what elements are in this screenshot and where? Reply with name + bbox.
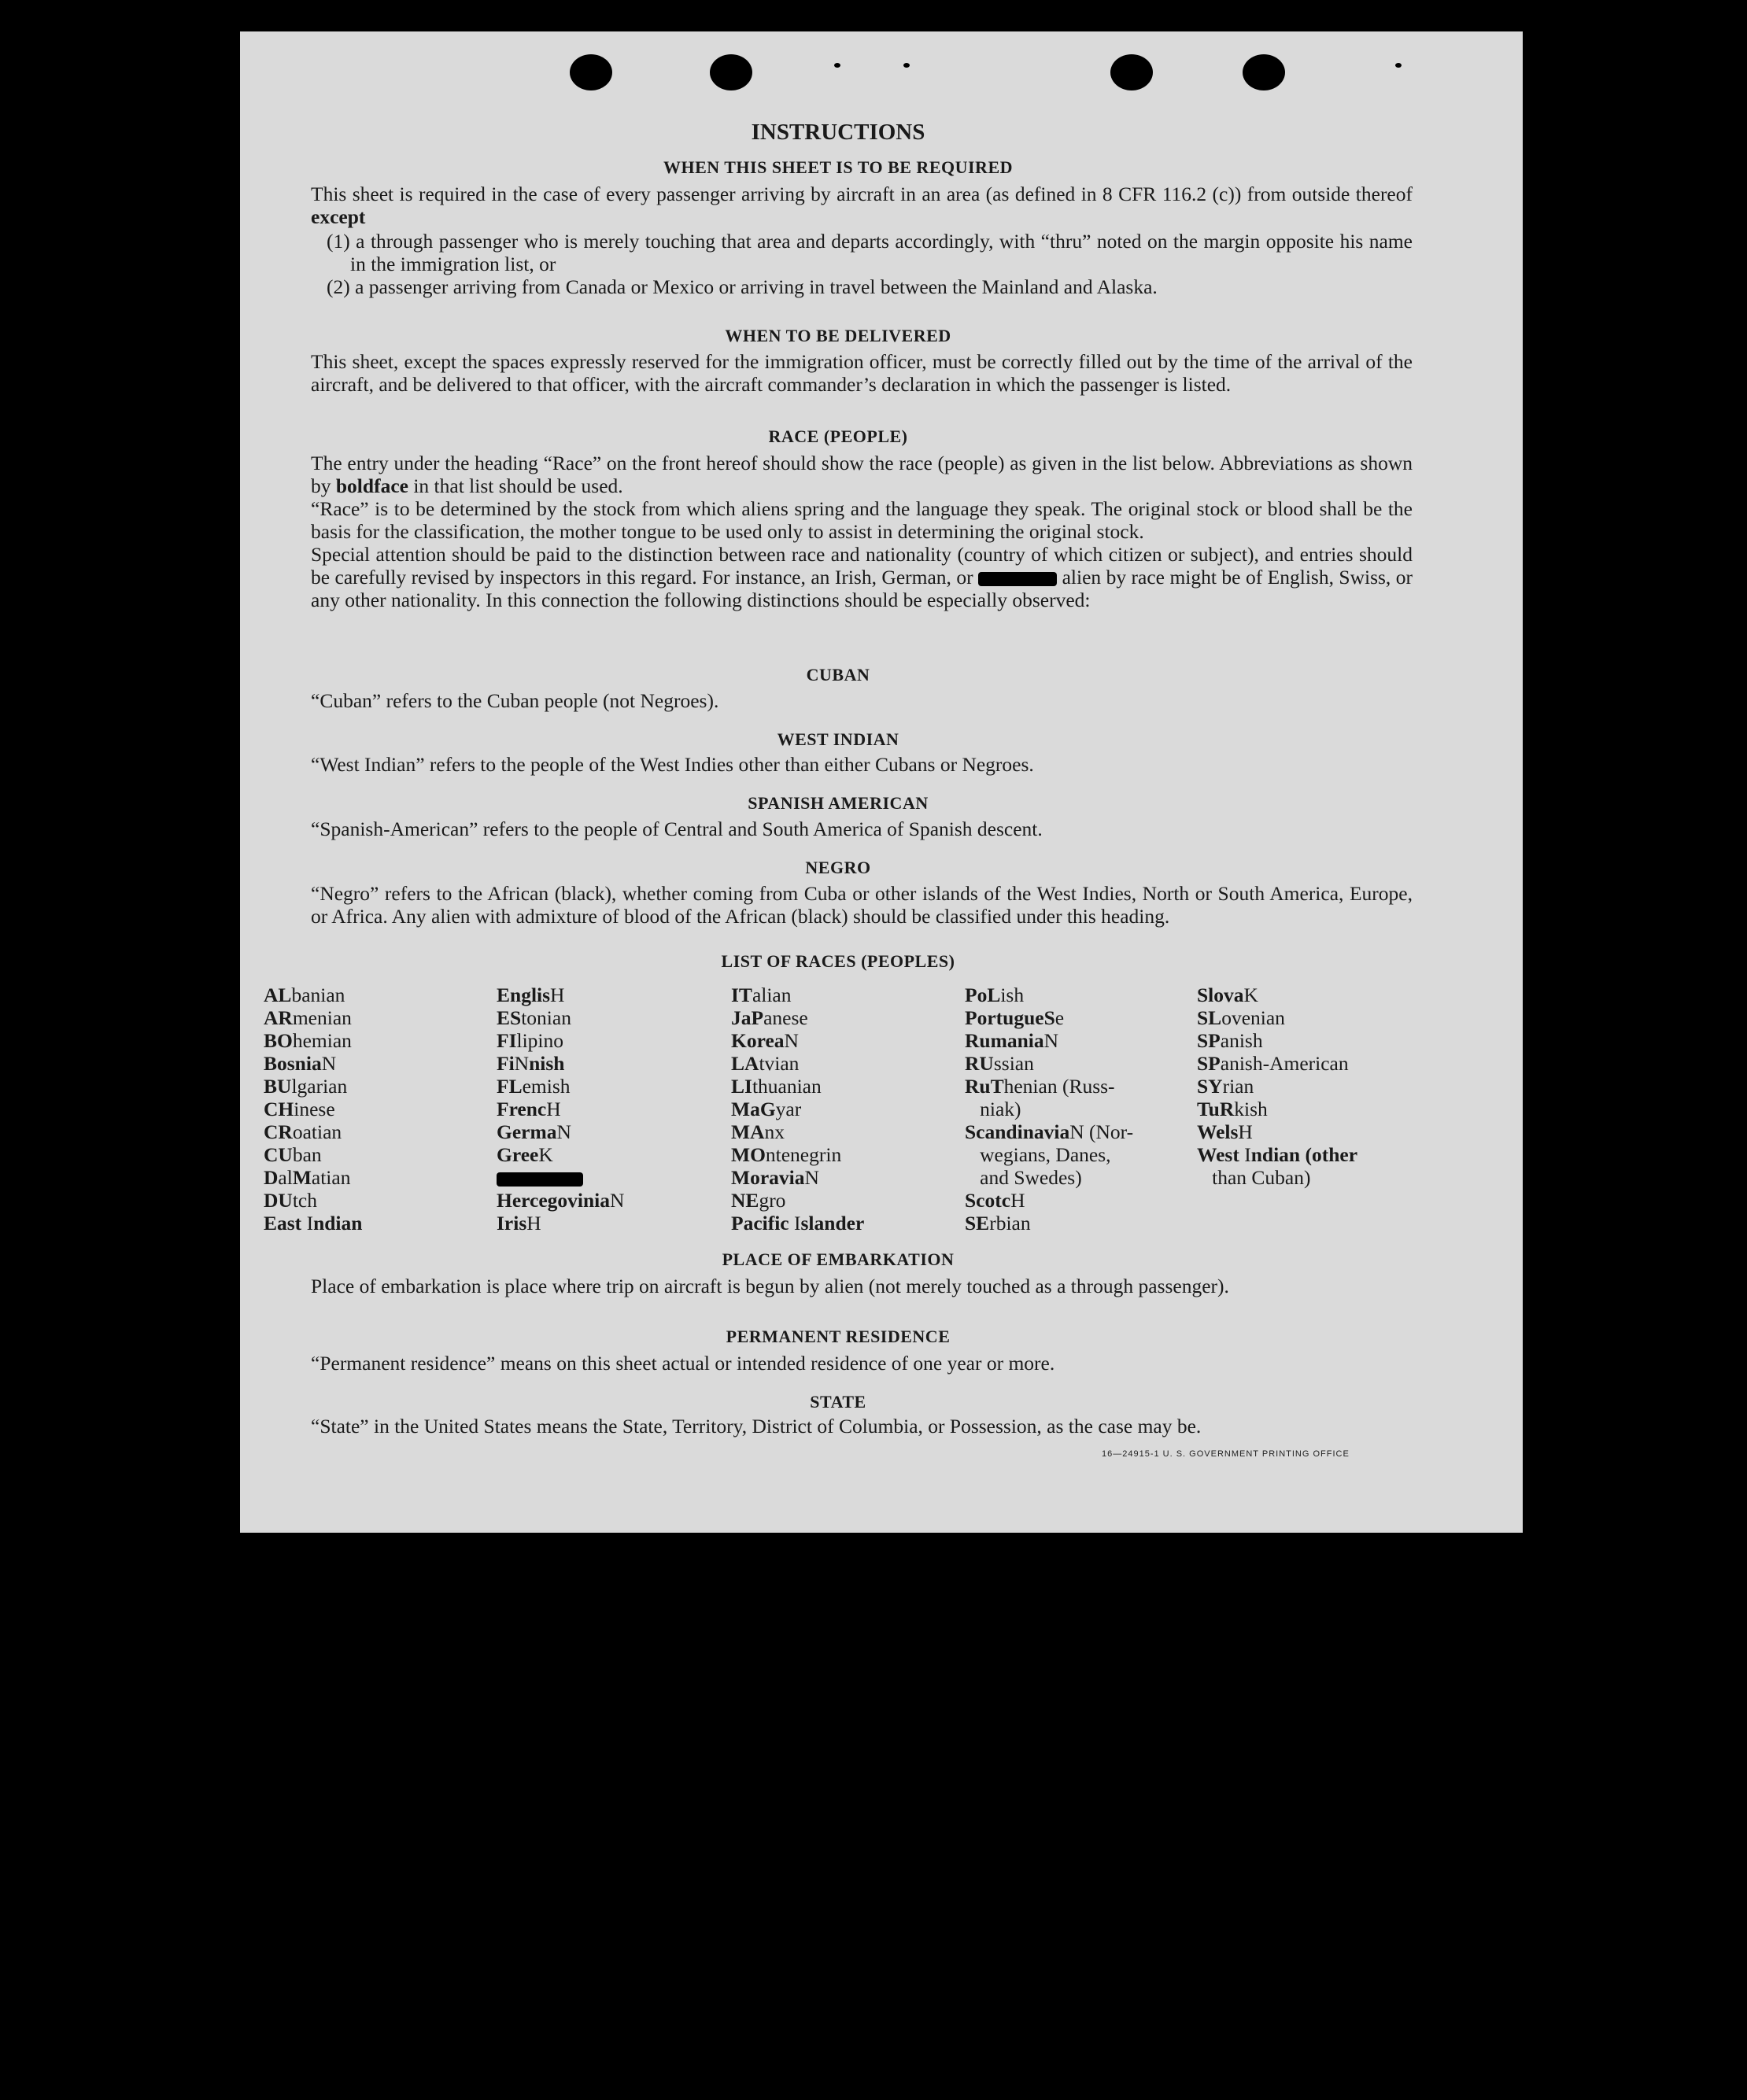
heading-embarkation: PLACE OF EMBARKATION [722, 1249, 955, 1269]
race-list-item [1197, 1052, 1357, 1075]
race-abbreviation: nish [529, 1052, 565, 1075]
race-abbreviation: slander [800, 1212, 865, 1235]
punch-mark [903, 63, 910, 68]
punch-mark [1395, 63, 1402, 68]
race-name-text: banian [291, 984, 345, 1006]
race-abbreviation: SL [1197, 1006, 1222, 1029]
race-list-item [264, 1029, 362, 1052]
race-name-text: tonian [521, 1006, 571, 1029]
redaction-mark [978, 572, 1057, 586]
paragraph-required: This sheet is required in the case of every passenger arriving by aircraft in an area (as defined in 8 CFR 116.2 (c)) from outside thereof except (1) a through passenger who is merely touching that area and departs accordingly, with “thru” noted on the margin opposite his name in the immigration list, or (2) a passenger arriving from Canada or Mexico or arriving in travel between the Mainland and Alaska. [264, 183, 1413, 298]
race-abbreviation: East [264, 1212, 307, 1235]
race-list-item [1197, 1075, 1357, 1098]
race-list-item [1197, 1143, 1357, 1166]
race-name-text: niak) [965, 1098, 1021, 1120]
heading-state: STATE [810, 1392, 866, 1412]
race-abbreviation: SP [1197, 1029, 1221, 1052]
printer-imprint: 16—24915-1 U. S. GOVERNMENT PRINTING OFFICE [1102, 1449, 1350, 1459]
race-name-text: menian [292, 1006, 352, 1029]
race-list-item [497, 1075, 624, 1098]
paragraph-race: The entry under the heading “Race” on the front hereof should show the race (people) as given in the list below. Abbreviations as shown by boldface in that list should be used. “Race” is to be determined by the stock from which aliens spring and the language they speak. The original stock or blood shall be the basis for the classification, the mother tongue to be used only to assist in determining the original stock. Special attention should be paid to the distinction between race and nationality (country of which citizen or subject), and entries should be carefully revised by inspectors in this regard. For instance, an Irish, German, or alien by race might be of English, Swiss, or any other nationality. In this connection the following distinctions should be especially observed: [311, 452, 1413, 611]
race-list-item [731, 1166, 864, 1189]
race-name-text: nx [764, 1120, 785, 1143]
races-column-2 [497, 984, 624, 1235]
race-list-item [731, 1029, 864, 1052]
race-list-item [731, 1006, 864, 1029]
race-name-text: H [550, 984, 565, 1006]
race-abbreviation: Frenc [497, 1098, 547, 1120]
race-name-text: than Cuban) [1197, 1166, 1311, 1189]
race-abbreviation: West [1197, 1143, 1245, 1166]
race-list-item [497, 1029, 624, 1052]
race-name-text: hemian [292, 1029, 352, 1052]
race-name-text: tch [292, 1189, 317, 1212]
race-list-item [1197, 1098, 1357, 1120]
race-abbreviation: RuT [965, 1075, 1004, 1098]
heading-list-of-races: LIST OF RACES (PEOPLES) [721, 951, 955, 971]
race-name-text: N [610, 1189, 625, 1212]
race-abbreviation: CU [264, 1143, 293, 1166]
text-west-indian: “West Indian” refers to the people of the West Indies other than either Cubans or Negroes. [311, 753, 1034, 776]
race-list-item [965, 1052, 1133, 1075]
race-list-item [731, 1120, 864, 1143]
race-list-item [497, 1143, 624, 1166]
race-abbreviation: Bosnia [264, 1052, 322, 1075]
heading-west-indian: WEST INDIAN [777, 729, 899, 749]
race-abbreviation: Iris [497, 1212, 527, 1235]
race-list-item [1197, 1166, 1357, 1189]
race-name-text: tvian [759, 1052, 800, 1075]
race-list-item [497, 1120, 624, 1143]
paragraph-delivered: This sheet, except the spaces expressly reserved for the immigration officer, must be correctly filled out by the time of the arrival of the aircraft, and be delivered to that officer, with the aircraft commander’s declaration in which the passenger is listed. [311, 350, 1413, 396]
race-name-text: henian (Russ- [1003, 1075, 1115, 1098]
race-list-item [965, 1120, 1133, 1143]
race-name-text: N (Nor- [1069, 1120, 1134, 1143]
race-abbreviation: PoL [965, 984, 1001, 1006]
page-title: INSTRUCTIONS [751, 120, 925, 145]
heading-cuban: CUBAN [806, 665, 870, 685]
heading-residence: PERMANENT RESIDENCE [726, 1327, 951, 1346]
race-name-text: I [794, 1212, 801, 1235]
punch-hole [1110, 54, 1153, 90]
heading-race: RACE (PEOPLE) [768, 426, 908, 446]
race-list-item [264, 1006, 362, 1029]
race-list-item [965, 1212, 1133, 1235]
race-abbreviation: Gree [497, 1143, 539, 1166]
races-column-5 [1197, 984, 1357, 1189]
race-list-item [1197, 1006, 1357, 1029]
race-list-item [965, 984, 1133, 1006]
race-name-text: H [546, 1098, 561, 1120]
race-list-item [264, 1098, 362, 1120]
race-name-text: N [321, 1052, 337, 1075]
race-list-item [264, 984, 362, 1006]
race-abbreviation: BO [264, 1029, 293, 1052]
race-abbreviation: FL [497, 1075, 523, 1098]
race-abbreviation: IT [731, 984, 752, 1006]
race-abbreviation: D [264, 1166, 279, 1189]
races-column-3 [731, 984, 864, 1235]
race-abbreviation: Slova [1197, 984, 1244, 1006]
race-abbreviation: FI [497, 1029, 517, 1052]
text-spanish-american: “Spanish-American” refers to the people of Central and South America of Spanish descent. [311, 817, 1043, 840]
race-name-text: inese [294, 1098, 335, 1120]
redaction-mark [497, 1172, 583, 1187]
race-abbreviation: Scandinavia [965, 1120, 1070, 1143]
race-abbreviation: TuR [1197, 1098, 1235, 1120]
race-list-item [965, 1029, 1133, 1052]
race-list-item [264, 1212, 362, 1235]
race-name-text: anish [1220, 1029, 1263, 1052]
paragraph-negro: “Negro” refers to the African (black), whether coming from Cuba or other islands of the West Indies, North or South America, Europe, or Africa. Any alien with admixture of blood of the African (black) should be classified under this heading. [311, 882, 1413, 928]
races-column-1 [264, 984, 362, 1235]
race-abbreviation: PortugueS [965, 1006, 1055, 1029]
race-name-text: N [784, 1029, 799, 1052]
race-abbreviation: Germa [497, 1120, 557, 1143]
race-name-text: K [538, 1143, 553, 1166]
race-abbreviation: Hercegovinia [497, 1189, 610, 1212]
race-list-item [497, 1098, 624, 1120]
exception-item-2: (2) a passenger arriving from Canada or Mexico or arriving in travel between the Mainland and Alaska. [327, 275, 1158, 298]
heading-delivered: WHEN TO BE DELIVERED [725, 326, 951, 345]
race-abbreviation: SP [1197, 1052, 1221, 1075]
race-list-item [965, 1098, 1133, 1120]
race-abbreviation: MO [731, 1143, 766, 1166]
text-residence: “Permanent residence” means on this sheet actual or intended residence of one year or more. [311, 1352, 1055, 1375]
race-abbreviation: AL [264, 984, 292, 1006]
race-name-text: lgarian [291, 1075, 348, 1098]
race-list-item [497, 1166, 624, 1189]
punch-hole [570, 54, 612, 90]
race-abbreviation: SY [1197, 1075, 1223, 1098]
race-abbreviation: LA [731, 1052, 759, 1075]
race-list-item [965, 1166, 1133, 1189]
race-list-item [731, 984, 864, 1006]
exception-item-1: (1) a through passenger who is merely touching that area and departs accordingly, with “thru” noted on the margin opposite his name in the immigration list, or [327, 230, 1413, 275]
text-cuban: “Cuban” refers to the Cuban people (not Negroes). [311, 689, 719, 712]
race-name-text: alian [752, 984, 792, 1006]
race-abbreviation: Fi [497, 1052, 515, 1075]
races-column-4 [965, 984, 1133, 1235]
race-name-text: ssian [993, 1052, 1034, 1075]
race-list-item [497, 1052, 624, 1075]
race-name-text: rbian [989, 1212, 1031, 1235]
race-name-text: emish [522, 1075, 571, 1098]
race-list-item [1197, 984, 1357, 1006]
race-list-item [264, 1075, 362, 1098]
race-name-text: yar [775, 1098, 802, 1120]
race-name-text: N [556, 1120, 571, 1143]
race-abbreviation: MaG [731, 1098, 776, 1120]
punch-mark [834, 63, 840, 68]
race-abbreviation: Rumania [965, 1029, 1044, 1052]
race-abbreviation: Englis [497, 984, 551, 1006]
race-name-text: ish [1000, 984, 1025, 1006]
paragraph-state: “State” in the United States means the State, Territory, District of Columbia, or Possession, as the case may be. [311, 1415, 1202, 1438]
race-name-text: rian [1222, 1075, 1254, 1098]
race-abbreviation: SE [965, 1212, 990, 1235]
race-name-text: wegians, Danes, [965, 1143, 1111, 1166]
race-name-text: ovenian [1221, 1006, 1285, 1029]
race-abbreviation: BU [264, 1075, 292, 1098]
race-list-item [731, 1212, 864, 1235]
race-abbreviation: M [292, 1166, 312, 1189]
race-name-text: and Swedes) [965, 1166, 1082, 1189]
race-list-item [965, 1189, 1133, 1212]
race-list-item [731, 1052, 864, 1075]
race-abbreviation: NE [731, 1189, 759, 1212]
race-name-text: thuanian [752, 1075, 822, 1098]
race-name-text: H [526, 1212, 541, 1235]
race-name-text: I [1244, 1143, 1251, 1166]
race-list-item [264, 1120, 362, 1143]
race-abbreviation: AR [264, 1006, 293, 1029]
race-name-text: H [1010, 1189, 1025, 1212]
race-name-text: anese [763, 1006, 808, 1029]
race-abbreviation: Wels [1197, 1120, 1239, 1143]
race-list-item [731, 1189, 864, 1212]
race-abbreviation: CR [264, 1120, 293, 1143]
document-page [240, 31, 1523, 1533]
punch-hole [1243, 54, 1285, 90]
race-list-item [965, 1075, 1133, 1098]
race-name-text: atian [311, 1166, 351, 1189]
race-abbreviation: Moravia [731, 1166, 805, 1189]
race-list-item [1197, 1029, 1357, 1052]
race-abbreviation: LI [731, 1075, 752, 1098]
race-list-item [731, 1075, 864, 1098]
race-list-item [497, 984, 624, 1006]
punch-hole [710, 54, 752, 90]
race-list-item [731, 1143, 864, 1166]
race-abbreviation: CH [264, 1098, 294, 1120]
race-abbreviation: ES [497, 1006, 522, 1029]
race-name-text: ntenegrin [765, 1143, 842, 1166]
race-name-text: K [1243, 984, 1258, 1006]
race-name-text: N [804, 1166, 819, 1189]
race-name-text: anish-American [1220, 1052, 1349, 1075]
race-name-text: gro [759, 1189, 786, 1212]
race-name-text: e [1054, 1006, 1065, 1029]
race-abbreviation: Korea [731, 1029, 785, 1052]
race-name-text: N [514, 1052, 530, 1075]
race-list-item [497, 1006, 624, 1029]
heading-required: WHEN THIS SHEET IS TO BE REQUIRED [663, 157, 1014, 177]
race-name-text: I [306, 1212, 314, 1235]
race-name-text: kish [1234, 1098, 1268, 1120]
race-abbreviation: Scotc [965, 1189, 1011, 1212]
race-list-item [497, 1189, 624, 1212]
race-name-text: ban [292, 1143, 322, 1166]
race-list-item [264, 1143, 362, 1166]
race-list-item [965, 1006, 1133, 1029]
race-name-text: N [1043, 1029, 1059, 1052]
race-abbreviation: Pacific [731, 1212, 794, 1235]
race-list-item [965, 1143, 1133, 1166]
race-name-text: lipino [516, 1029, 564, 1052]
paragraph-embarkation: Place of embarkation is place where trip on aircraft is begun by alien (not merely touched as a through passenger). [311, 1275, 1229, 1297]
race-name-text: oatian [292, 1120, 342, 1143]
race-list-item [731, 1098, 864, 1120]
race-list-item [1197, 1120, 1357, 1143]
race-abbreviation: DU [264, 1189, 293, 1212]
race-abbreviation: MA [731, 1120, 765, 1143]
race-list-item [264, 1052, 362, 1075]
race-abbreviation: ndian [313, 1212, 363, 1235]
race-name-text: al [278, 1166, 293, 1189]
race-list-item [497, 1212, 624, 1235]
race-abbreviation: ndian (other [1250, 1143, 1358, 1166]
heading-negro: NEGRO [805, 858, 871, 877]
race-abbreviation: JaP [731, 1006, 764, 1029]
race-abbreviation: RU [965, 1052, 994, 1075]
heading-spanish-american: SPANISH AMERICAN [748, 793, 929, 813]
race-name-text: H [1238, 1120, 1253, 1143]
race-list-item [264, 1166, 362, 1189]
race-list-item [264, 1189, 362, 1212]
